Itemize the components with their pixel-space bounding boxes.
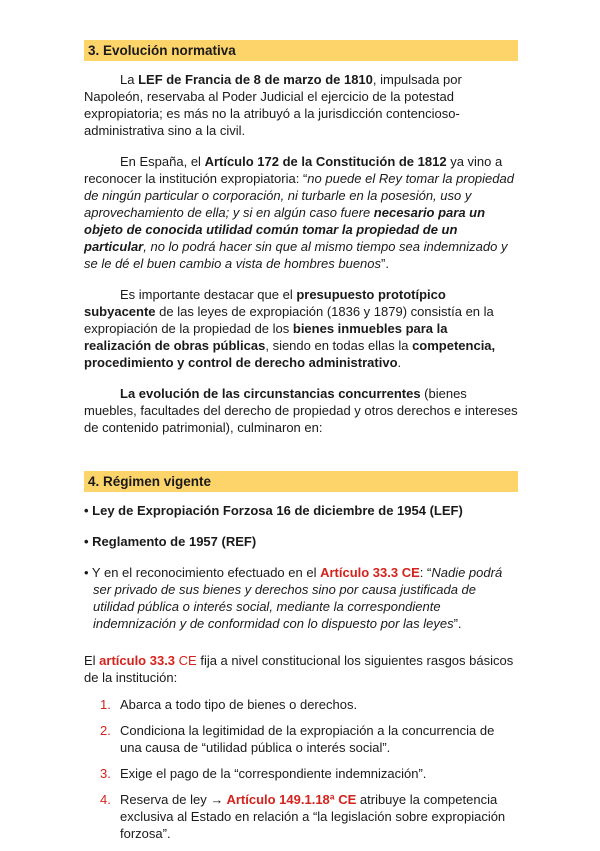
paragraph-presupuesto: Es importante destacar que el presupuesto prototípico subyacente de las leyes de expropiación (1836 y 1879) consistía en la expropiación de la propiedad de los bienes inmuebles para la realización de obras públicas, siendo en todas ellas la competencia, procedimiento y control de derecho administrativo. (84, 287, 496, 370)
articulo-149-ref: Artículo 149.1.18ª CE (223, 792, 357, 807)
arrow-right-icon: → (210, 792, 224, 807)
document-page (84, 40, 518, 851)
articulo-33-3-ref: Artículo 33.3 CE (320, 565, 420, 580)
list-item: 3. Exige el pago de la “correspondiente indemnización”. (100, 766, 427, 781)
list-item: 1. Abarca a todo tipo de bienes o derechos. (100, 697, 358, 712)
list-item: 2. Condiciona la legitimidad de la expropiación a la concurrencia de una causa de “utilidad pública o interés social”. (100, 723, 495, 755)
paragraph-lef-francia: La LEF de Francia de 8 de marzo de 1810, impulsada por Napoleón, reservaba al Poder Judicial el ejercicio de la potestad expropiatoria; es más no la atribuyó a la jurisdicción contencioso-administrativa sino a la civil. (84, 72, 462, 138)
quote-bold-italic: necesario para un objeto de conocida utilidad común tomar la propiedad de un particular (84, 205, 486, 254)
section-3-heading: 3. Evolución normativa (84, 40, 518, 61)
lef-francia-bold: LEF de Francia de 8 de marzo de 1810 (138, 72, 373, 87)
paragraph-rasgos-basicos: El artículo 33.3 CE fija a nivel constitucional los siguientes rasgos básicos de la institución: (84, 653, 514, 685)
section-4-heading: 4. Régimen vigente (84, 471, 518, 492)
bullet-articulo-33-3: • Y en el reconocimiento efectuado en el Artículo 33.3 CE: “Nadie podrá ser privado de sus bienes y derechos sino por causa justificada de utilidad pública o interés social, mediante la correspondiente indemnización y de conformidad con lo dispuesto por las leyes”. (84, 565, 503, 631)
rasgos-list (84, 696, 518, 842)
list-item: 4. Reserva de ley → Artículo 149.1.18ª CE atribuye la competencia exclusiva al Estado en relación a “la legislación sobre expropiación forzosa”. (100, 792, 506, 841)
paragraph-evolucion: La evolución de las circunstancias concurrentes (bienes muebles, facultades del derecho de propiedad y otros derechos e intereses de contenido patrimonial), culminaron en: (84, 386, 518, 435)
articulo-172-bold: Artículo 172 de la Constitución de 1812 (204, 154, 447, 169)
paragraph-constitucion-1812: En España, el Artículo 172 de la Constitución de 1812 ya vino a reconocer la institución expropiatoria: “no puede el Rey tomar la propiedad de ningún particular o corporación, ni turbarle en la posesión, uso y aprovechamiento de ella; y si en algún caso fuere necesario para un objeto de conocida utilidad común tomar la propiedad de un particular, no lo podrá hacer sin que al mismo tiempo sea indemnizado y se le dé el buen cambio a vista de hombres buenos”. (84, 154, 514, 271)
bullet-lef: • Ley de Expropiación Forzosa 16 de diciembre de 1954 (LEF) (84, 503, 463, 518)
bullet-ref: • Reglamento de 1957 (REF) (84, 534, 257, 549)
